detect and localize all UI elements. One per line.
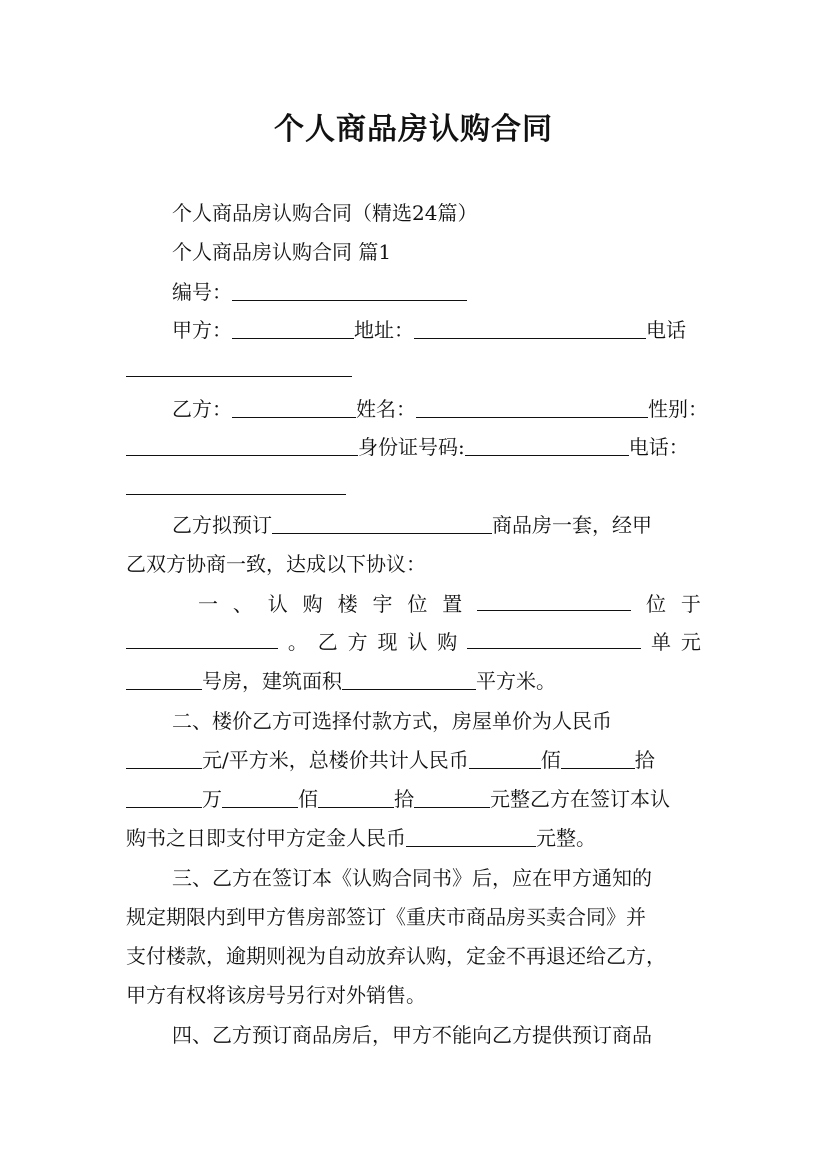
p3-blank <box>222 789 298 808</box>
p2-char: 认 <box>267 592 288 616</box>
p2-char: 购 <box>302 592 323 616</box>
p2-char: 认 <box>407 630 428 654</box>
p2-blank-room <box>126 671 202 690</box>
p3-text: 元/平方米，总楼价共计人民币 <box>202 748 469 772</box>
phone2-label: 电话： <box>628 435 689 459</box>
p2-char: 方 <box>347 630 368 654</box>
p1-blank <box>272 515 492 534</box>
subtitle: 个人商品房认购合同（精选24篇） <box>172 201 478 225</box>
p4-line4: 甲方有权将该房号另行对外销售。 <box>126 983 426 1007</box>
p2-blank-location2 <box>126 630 278 649</box>
p2-char: 现 <box>377 630 398 654</box>
p1-text-b: 商品房一套，经甲 <box>492 513 652 537</box>
party-a-line <box>172 318 686 342</box>
number-blank <box>232 282 467 301</box>
p4-line2: 规定期限内到甲方售房部签订《重庆市商品房买卖合同》并 <box>126 905 646 929</box>
p1-line1 <box>172 513 652 537</box>
id-line <box>126 435 689 459</box>
p1-text-a: 乙方拟预订 <box>172 513 272 537</box>
p3-text: 拾 <box>634 748 655 772</box>
section-heading: 个人商品房认购合同 篇1 <box>172 240 392 264</box>
p3-text: 拾 <box>394 787 414 811</box>
phone-label: 电话 <box>646 318 686 342</box>
party-b-blank <box>232 399 356 418</box>
phone2-blank-line <box>126 474 346 498</box>
p2-char: 于 <box>680 592 701 616</box>
p3-blank <box>561 750 635 769</box>
p2-text: 平方米。 <box>476 669 556 693</box>
name-label: 姓名： <box>356 397 416 421</box>
p3-line3 <box>126 787 670 811</box>
p2-blank-location <box>477 592 631 611</box>
p2-char: 一 <box>198 592 218 616</box>
address-blank <box>414 320 646 339</box>
p3-blank-deposit <box>406 828 536 847</box>
p2-char: 楼 <box>337 592 358 616</box>
p2-char: 位 <box>407 592 428 616</box>
document-title: 个人商品房认购合同 <box>274 112 553 147</box>
number-line <box>172 280 467 304</box>
p2-char: 、 <box>232 592 253 616</box>
p3-blank <box>414 789 490 808</box>
p2-text: 号房，建筑面积 <box>202 669 342 693</box>
p2-char: 乙 <box>317 630 338 654</box>
p3-text: 购书之日即支付甲方定金人民币 <box>126 826 406 850</box>
name-blank <box>416 399 648 418</box>
p2-blank-area <box>342 671 476 690</box>
p2-line2 <box>126 630 701 654</box>
party-b-label: 乙方： <box>172 397 232 421</box>
phone-blank-line <box>126 356 352 380</box>
address-label: 地址： <box>354 318 414 342</box>
id-blank <box>465 437 629 456</box>
phone-blank <box>126 358 352 377</box>
gender-blank <box>126 437 358 456</box>
p2-char: 位 <box>646 592 667 616</box>
p2-char: 单 <box>651 630 671 654</box>
id-label: 身份证号码: <box>358 435 465 459</box>
p3-text: 万 <box>202 787 222 811</box>
p3-line2 <box>126 748 655 772</box>
p2-char: 置 <box>442 592 463 616</box>
p2-char: 。 <box>287 630 308 654</box>
party-b-line <box>172 397 708 421</box>
phone2-blank <box>126 476 346 495</box>
gender-label: 性别： <box>648 397 708 421</box>
p5-line1: 四、乙方预订商品房后，甲方不能向乙方提供预订商品 <box>172 1023 652 1047</box>
p1-line2: 乙双方协商一致，达成以下协议： <box>126 552 426 576</box>
number-label: 编号： <box>172 280 232 304</box>
p2-line1 <box>198 592 701 616</box>
party-a-blank <box>232 320 354 339</box>
p3-blank <box>126 750 202 769</box>
p2-char: 购 <box>437 630 458 654</box>
p2-char: 宇 <box>372 592 393 616</box>
p3-blank <box>318 789 394 808</box>
p3-blank <box>469 750 541 769</box>
p2-char: 元 <box>680 630 701 654</box>
p3-text: 元整。 <box>536 826 596 850</box>
p2-line3 <box>126 669 556 693</box>
p3-text: 佰 <box>298 787 318 811</box>
party-a-label: 甲方： <box>172 318 232 342</box>
p4-line3: 支付楼款，逾期则视为自动放弃认购，定金不再退还给乙方， <box>126 944 666 968</box>
p2-blank-unit <box>467 630 641 649</box>
p3-line4 <box>126 826 596 850</box>
p3-text: 元整乙方在签订本认 <box>490 787 670 811</box>
p3-line1: 二、楼价乙方可选择付款方式，房屋单价为人民币 <box>172 709 612 733</box>
p3-text: 佰 <box>540 748 561 772</box>
p3-blank <box>126 789 202 808</box>
p4-line1: 三、乙方在签订本《认购合同书》后，应在甲方通知的 <box>172 866 652 890</box>
